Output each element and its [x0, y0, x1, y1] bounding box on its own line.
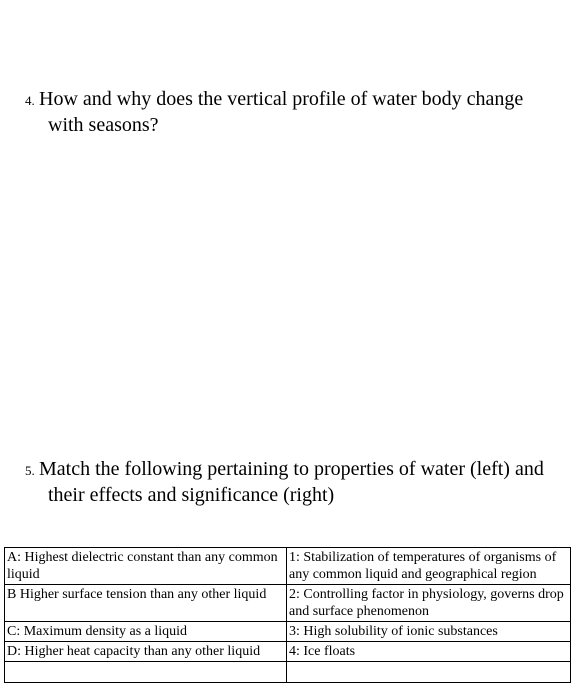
- table-row-empty: [5, 662, 571, 683]
- table-row: [5, 585, 571, 622]
- property-cell-empty: [5, 662, 287, 683]
- question-4: [25, 87, 560, 137]
- effect-cell: 3: High solubility of ionic substances: [287, 622, 571, 642]
- question-5: [25, 457, 560, 507]
- question-5-number: 5.: [25, 463, 35, 478]
- question-4-text-line1: How and why does the vertical profile of water body change: [39, 88, 524, 110]
- effect-cell-empty: [287, 662, 571, 683]
- property-cell: C: Maximum density as a liquid: [5, 622, 287, 642]
- question-4-text-line2: with seasons?: [48, 114, 159, 136]
- matching-table: [4, 547, 571, 683]
- question-5-text-line1: Match the following pertaining to properties of water (left) and: [39, 458, 544, 480]
- effect-cell: 1: Stabilization of temperatures of organisms of any common liquid and geographical region: [287, 548, 571, 585]
- property-cell: A: Highest dielectric constant than any common liquid: [5, 548, 287, 585]
- property-cell: B Higher surface tension than any other liquid: [5, 585, 287, 622]
- question-4-number: 4.: [25, 93, 35, 108]
- table-row: [5, 642, 571, 662]
- property-cell: D: Higher heat capacity than any other liquid: [5, 642, 287, 662]
- effect-cell: 2: Controlling factor in physiology, governs drop and surface phenomenon: [287, 585, 571, 622]
- question-5-text-line2: their effects and significance (right): [48, 484, 335, 506]
- effect-cell: 4: Ice floats: [287, 642, 571, 662]
- table-row: [5, 622, 571, 642]
- table-row: [5, 548, 571, 585]
